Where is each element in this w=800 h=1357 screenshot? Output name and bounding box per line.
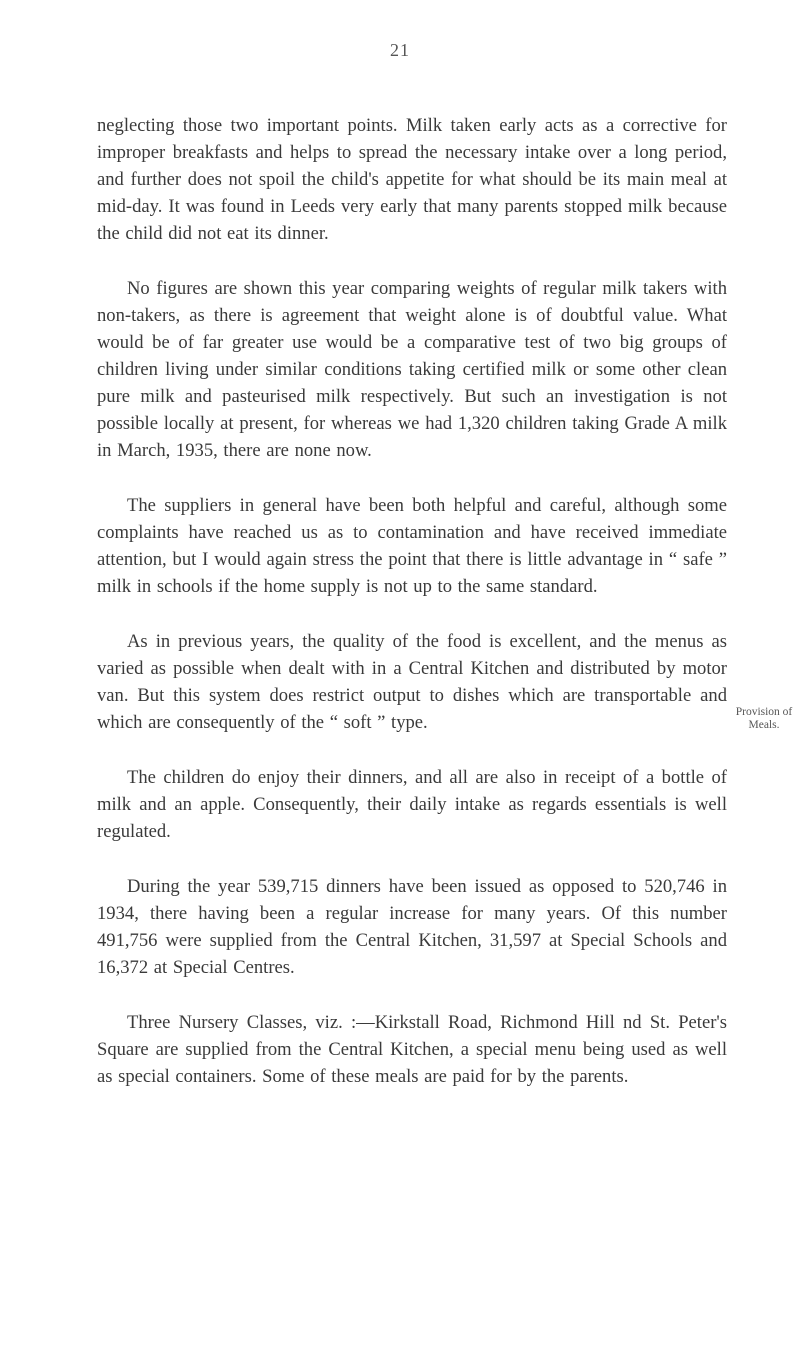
paragraph-food-quality: As in previous years, the quality of the food is excellent, and the menus as varied as possible when dealt with in a Central Kitchen and distributed by motor van. But this system does restrict output to dishes which are transportable and which are consequently of the “ soft ” type. bbox=[97, 631, 727, 733]
paragraph-milk-timing: neglecting those two important points. Milk taken early acts as a corrective for improper breakfasts and helps to spread the necessary intake over a long period, and further does not spoil the child's appetite for what should be its main meal at mid-day. It was found in Leeds very early that many parents stopped milk because the child did not eat its dinner. bbox=[97, 115, 727, 244]
paragraph-children-dinners: The children do enjoy their dinners, and all are also in receipt of a bottle of milk and an apple. Consequently, their daily intake as regards essentials is well regulated. bbox=[97, 767, 727, 842]
paragraph-nursery-classes: Three Nursery Classes, viz. :—Kirkstall Road, Richmond Hill nd St. Peter's Square are supplied from the Central Kitchen, a special menu being used as well as special containers. Some of these meals are paid for by the parents. bbox=[97, 1012, 727, 1087]
paragraph-dinner-counts: During the year 539,715 dinners have been issued as opposed to 520,746 in 1934, there having been a regular increase for many years. Of this number 491,756 were supplied from the Central Kitchen, 31,597 at Special Schools and 16,372 at Special Centres. bbox=[97, 876, 727, 978]
margin-note-provision-of-meals: Provision of Meals. bbox=[735, 706, 793, 731]
paragraph-suppliers: The suppliers in general have been both helpful and careful, although some complaints have reached us as to contamination and have received immediate attention, but I would again stress the point that there is little advantage in “ safe ” milk in schools if the home supply is not up to the same standard. bbox=[97, 495, 727, 597]
paragraph-milk-figures: No figures are shown this year comparing weights of regular milk takers with non-takers, as there is agreement that weight alone is of doubtful value. What would be of far greater use would be a comparative test of two big groups of children living under similar conditions taking certified milk or some other clean pure milk and pasteurised milk respectively. But such an investigation is not possible locally at present, for whereas we had 1,320 children taking Grade A milk in March, 1935, there are none now. bbox=[97, 278, 727, 461]
page-number: 21 bbox=[390, 40, 410, 60]
document-body bbox=[97, 112, 727, 1118]
